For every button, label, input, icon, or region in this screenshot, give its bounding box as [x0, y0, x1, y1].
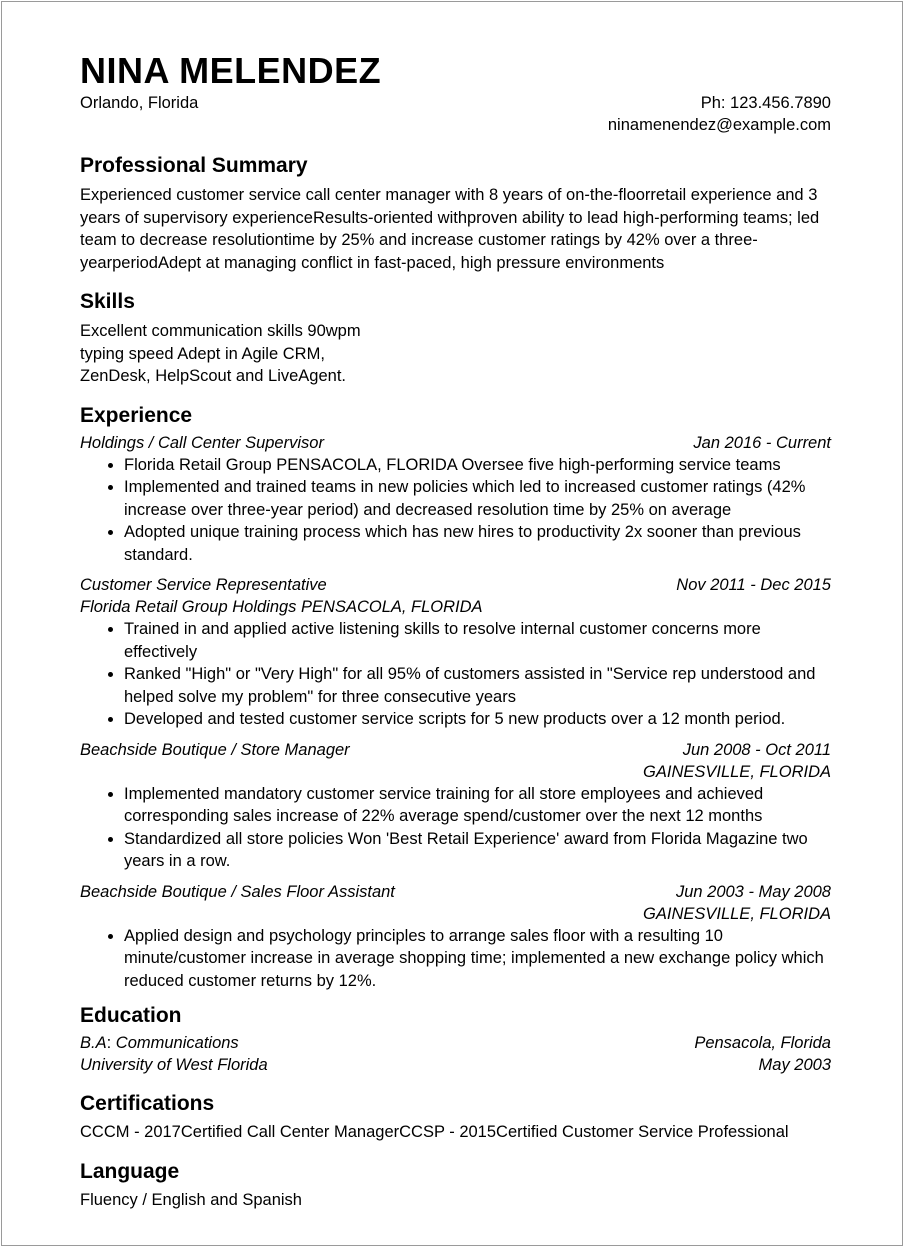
phone-text: Ph: 123.456.7890: [700, 94, 831, 112]
certifications-heading: Certifications: [80, 1092, 215, 1115]
contact-row-1: [80, 92, 831, 114]
job-location: GAINESVILLE, FLORIDA: [643, 762, 831, 781]
job-dates: Jan 2016 - Current: [693, 433, 831, 452]
skills-list: [80, 320, 831, 388]
graduation-date: May 2003: [758, 1056, 831, 1074]
job-title-row: [80, 574, 831, 596]
contact-row-2: [80, 114, 831, 136]
job-bullet: • Applied design and psychology principles to arrange sales floor with a resulting 10 minute/customer increase in average shopping time; implemented a new exchange policy which reduced customer returns by 12%.: [124, 925, 831, 993]
job-location-row: [80, 761, 831, 783]
job-title: Holdings / Call Center Supervisor: [80, 433, 324, 452]
location-text: Orlando, Florida: [80, 94, 199, 112]
job-bullet: • Florida Retail Group PENSACOLA, FLORIDA Oversee five high-performing service teams: [124, 454, 831, 477]
job-dates: Nov 2011 - Dec 2015: [676, 576, 831, 594]
language-text: Fluency / English and Spanish: [80, 1190, 302, 1209]
degree-text: B.A: Communications: [80, 1034, 239, 1052]
job-employer: Florida Retail Group Holdings PENSACOLA, FLORIDA: [80, 598, 483, 616]
job-entry: [80, 432, 831, 567]
job-location: GAINESVILLE, FLORIDA: [643, 904, 831, 923]
job-dates: Jun 2008 - Oct 2011: [682, 740, 831, 759]
skills-heading: Skills: [80, 290, 135, 313]
school-name: University of West Florida: [80, 1056, 268, 1074]
job-bullet: • Adopted unique training process which has new hires to productivity 2x sooner than previous standard.: [124, 521, 831, 566]
job-location-row: [80, 903, 831, 925]
resume-content: [80, 2, 831, 1211]
skills-line: Excellent communication skills 90wpm: [80, 322, 361, 340]
summary-text: Experienced customer service call center manager with 8 years of on-the-floorretail experience and 3 years of supervisory experienceResults-oriented withproven ability to lead high-performing teams; led team to decrease resolutiontime by 25% and increase customer ratings by 42% over a three-yearperiodAdept at managing conflict in fast-paced, high pressure environments: [80, 186, 820, 272]
job-bullets: [80, 454, 831, 567]
job-dates: Jun 2003 - May 2008: [675, 882, 831, 901]
job-title: Beachside Boutique / Sales Floor Assistant: [80, 882, 395, 901]
job-bullet: • Standardized all store policies Won 'Best Retail Experience' award from Florida Magazine two years in a row.: [124, 828, 831, 873]
job-bullets: [80, 618, 831, 731]
job-title: Customer Service Representative: [80, 576, 327, 594]
job-title-row: [80, 881, 831, 903]
experience-heading: Experience: [80, 403, 193, 427]
job-bullets: [80, 783, 831, 873]
job-title: Beachside Boutique / Store Manager: [80, 740, 350, 759]
job-bullet: • Implemented mandatory customer service training for all store employees and achieved corresponding sales increase of 22% average spend/customer over the next 12 months: [124, 783, 831, 828]
education-location: Pensacola, Florida: [694, 1034, 831, 1052]
certifications-text: CCCM - 2017Certified Call Center ManagerCCSP - 2015Certified Customer Service Professional: [80, 1123, 789, 1141]
candidate-name: NINA MELENDEZ: [80, 50, 382, 91]
education-row-1: [80, 1032, 831, 1054]
education-row-2: [80, 1054, 831, 1076]
job-title-row: [80, 432, 831, 454]
job-title-row: [80, 739, 831, 761]
job-bullet: • Developed and tested customer service scripts for 5 new products over a 12 month period.: [124, 708, 831, 731]
job-bullet: • Ranked "High" or "Very High" for all 95% of customers assisted in "Service rep understood and helped solve my problem" for three consecutive years: [124, 663, 831, 708]
resume-page: [1, 1, 903, 1246]
job-entry: [80, 574, 831, 731]
job-entry: [80, 739, 831, 873]
job-bullet: • Implemented and trained teams in new policies which led to increased customer ratings (42% increase over three-year period) and decreased resolution time by 25% on average: [124, 476, 831, 521]
job-bullet: • Trained in and applied active listening skills to resolve internal customer concerns more effectively: [124, 618, 831, 663]
summary-heading: Professional Summary: [80, 154, 308, 177]
email-text: ninamenendez@example.com: [607, 116, 831, 134]
education-heading: Education: [80, 1004, 182, 1027]
skills-line: typing speed Adept in Agile CRM,: [80, 344, 325, 363]
job-bullets: [80, 925, 831, 993]
degree-field: Communications: [111, 1034, 239, 1052]
language-heading: Language: [80, 1159, 180, 1183]
job-entry: [80, 881, 831, 993]
skills-line: ZenDesk, HelpScout and LiveAgent.: [80, 367, 346, 385]
